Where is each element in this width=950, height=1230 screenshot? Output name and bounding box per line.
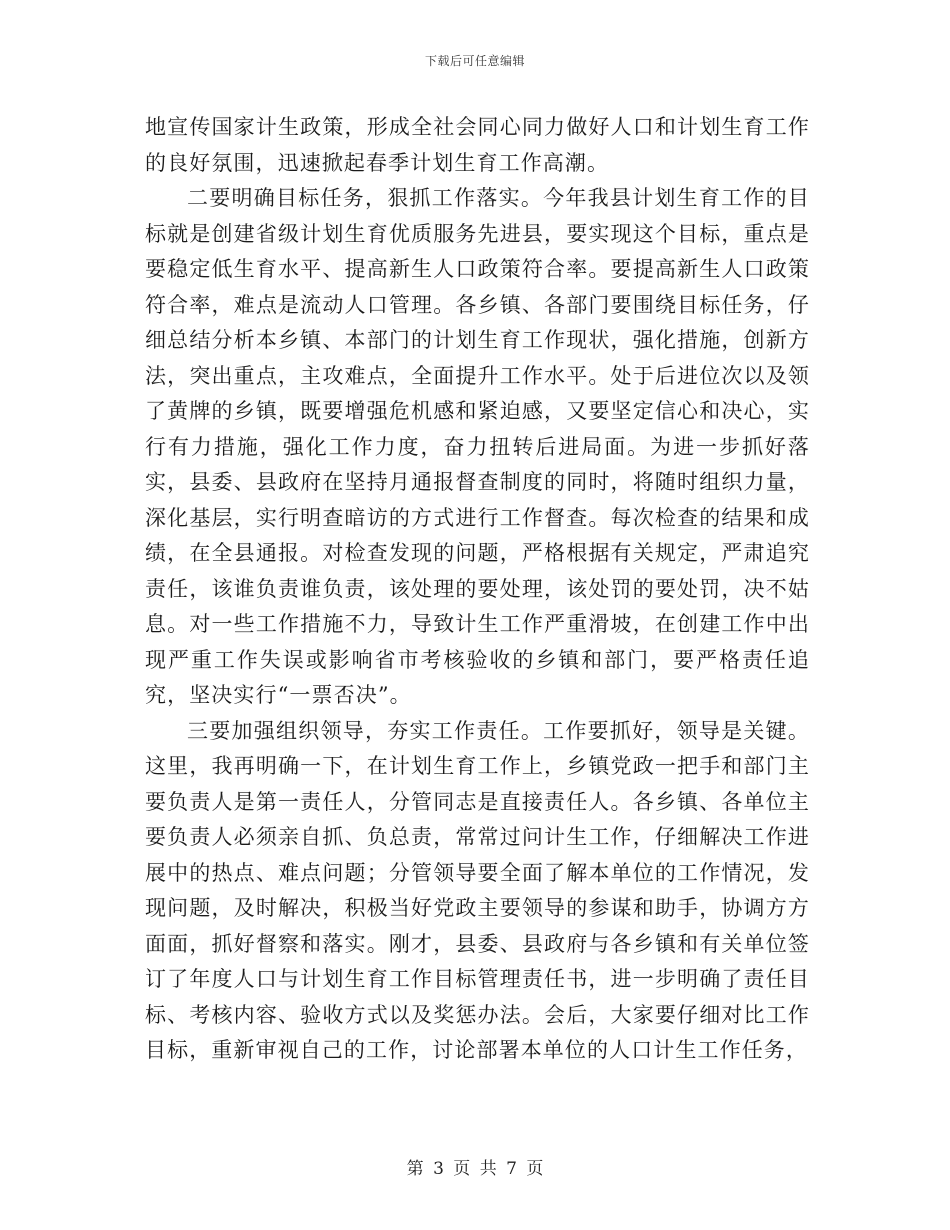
paragraph-continuation: 地宣传国家计生政策，形成全社会同心同力做好人口和计划生育工作的良好氛围，迅速掀起春季计划生育工作高潮。 xyxy=(145,115,810,175)
page-footer xyxy=(0,1158,950,1180)
document-body xyxy=(145,110,810,1069)
page-header xyxy=(0,53,950,69)
header-text: 下载后可任意编辑 xyxy=(424,54,525,68)
paragraph-leadership: 三要加强组织领导，夯实工作责任。工作要抓好，领导是关键。这里，我再明确一下，在计划生育工作上，乡镇党政一把手和部门主要负责人是第一责任人，分管同志是直接责任人。各乡镇、各单位主要负责人必须亲自抓、负总责，常常过问计生工作，仔细解决工作进展中的热点、难点问题；分管领导要全面了解本单位的工作情况，发现问题，及时解决，积极当好党政主要领导的参谋和助手，协调方方面面，抓好督察和落实。刚才，县委、县政府与各乡镇和有关单位签订了年度人口与计划生育工作目标管理责任书，进一步明确了责任目标、考核内容、验收方式以及奖惩办法。会后，大家要仔细对比工作目标，重新审视自己的工作，讨论部署本单位的人口计生工作任务， xyxy=(145,718,810,1062)
page-number: 第 3 页 共 7 页 xyxy=(406,1159,544,1179)
paragraph-targets: 二要明确目标任务，狠抓工作落实。今年我县计划生育工作的目标就是创建省级计划生育优质服务先进县，要实现这个目标，重点是要稳定低生育水平、提高新生人口政策符合率。要提高新生人口政策符合率，难点是流动人口管理。各乡镇、各部门要围绕目标任务，仔细总结分析本乡镇、本部门的计划生育工作现状，强化措施，创新方法，突出重点，主攻难点，全面提升工作水平。处于后进位次以及领了黄牌的乡镇，既要增强危机感和紧迫感，又要坚定信心和决心，实行有力措施，强化工作力度，奋力扭转后进局面。为进一步抓好落实，县委、县政府在坚持月通报督查制度的同时，将随时组织力量，深化基层，实行明查暗访的方式进行工作督查。每次检查的结果和成绩，在全县通报。对检查发现的问题，严格根据有关规定，严肃追究责任，该谁负责谁负责，该处理的要处理，该处罚的要处罚，决不姑息。对一些工作措施不力，导致计生工作严重滑坡，在创建工作中出现严重工作失误或影响省市考核验收的乡镇和部门，要严格责任追究，坚决实行“一票否决”。 xyxy=(145,186,810,707)
